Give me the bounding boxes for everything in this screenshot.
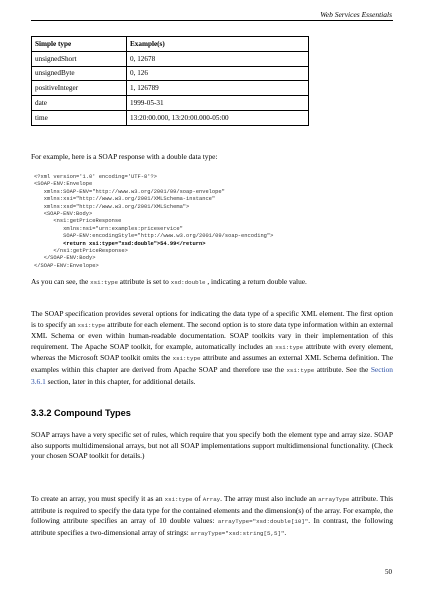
inline-code: xsi:type xyxy=(90,279,118,286)
text-span: attribute and assumes an external XML Schema definition. The examples within this chapter are derived from Apache SOAP and therefore use the xyxy=(31,353,393,374)
paragraph-xsi-type xyxy=(31,277,393,289)
table-cell: time xyxy=(32,110,127,125)
table-cell: date xyxy=(32,96,127,111)
paragraph-soap-arrays: SOAP arrays have a very specific set of rules, which require that you specify both the element type and array size. SOAP also supports multidimensional arrays, but not all SOAP implementations support multidimensional functionality. (Check your chosen SOAP toolkit for details.) xyxy=(31,430,393,461)
code-line: <ns1:getPriceResponse xyxy=(34,218,122,225)
table-cell: 1999-05-31 xyxy=(127,96,309,111)
text-span: of xyxy=(192,494,203,503)
table-row xyxy=(32,66,309,81)
code-line: SOAP-ENV:encodingStyle="http://www.w3.org/2001/09/soap-encoding"> xyxy=(34,233,274,240)
inline-code: arrayType xyxy=(318,496,350,503)
paragraph-soap-specification xyxy=(31,309,393,387)
text-span: attribute. This attribute is required to specify the data type for the contained elements and the dimension(s) of the array. For example, the following attribute specifies an array of 10 double values: xyxy=(31,494,393,526)
inline-code: arrayType="xsd:double[10]" xyxy=(217,518,309,526)
table-row xyxy=(32,81,309,96)
code-line: <SOAP-ENV:Body> xyxy=(34,211,93,218)
code-line: xmlns:ns1="urn:examples:priceservice" xyxy=(34,225,183,232)
table-cell: 0, 12678 xyxy=(127,51,309,66)
table-row xyxy=(32,110,309,125)
code-line: <return xsi:type="xsd:double">54.99</return> xyxy=(34,240,206,247)
table-row xyxy=(32,96,309,111)
table-cell: 13:20:00.000, 13:20:00.000-05:00 xyxy=(127,110,309,125)
text-span: attribute. See the xyxy=(314,364,371,374)
inline-code: xsi:type xyxy=(77,321,106,329)
table-cell: unsignedByte xyxy=(32,66,127,81)
table-header-cell: Simple type xyxy=(32,37,127,52)
inline-code: xsi:type xyxy=(286,366,315,374)
text-span: section, later in this chapter, for additional details. xyxy=(45,376,196,386)
running-header: Web Services Essentials xyxy=(320,10,392,19)
text-span: To create an array, you must specify it as an xyxy=(31,494,165,503)
inline-code: xsi:type xyxy=(164,496,193,503)
text-span: As you can see, the xyxy=(31,277,91,286)
code-line: </SOAP-ENV:Envelope> xyxy=(34,262,99,269)
code-line: xmlns:SOAP-ENV="http://www.w3.org/2001/09/soap-envelope" xyxy=(34,188,225,195)
table-row xyxy=(32,51,309,66)
code-line: <SOAP-ENV:Envelope xyxy=(34,181,93,188)
section-heading: 3.3.2 Compound Types xyxy=(31,408,131,418)
inline-code: Array xyxy=(202,496,221,503)
table-cell: positiveInteger xyxy=(32,81,127,96)
simple-types-table xyxy=(31,36,309,126)
table-cell: 1, 126789 xyxy=(127,81,309,96)
inline-code: xsd:double xyxy=(170,279,206,286)
text-span: attribute for each element. The second option is to store data type information within an external XML Schema or even within human-readable documentation. SOAP toolkits vary in their implementation of this requirement. The Apache SOAP toolkit, for example, automatically includes an xyxy=(31,319,393,351)
code-line: xmlns:xsd="http://www.w3.org/2001/XMLSchema"> xyxy=(34,203,190,210)
inline-code: arrayType="xsd:string[5,5]" xyxy=(190,529,285,537)
table-cell: unsignedShort xyxy=(32,51,127,66)
paragraph-create-array xyxy=(31,494,393,539)
inline-code: xsi:type xyxy=(172,355,201,363)
text-span: attribute with every element, whereas the Microsoft SOAP toolkit omits the xyxy=(31,341,394,363)
code-line: <?xml version='1.0' encoding='UTF-8'?> xyxy=(34,174,157,180)
text-span: . xyxy=(284,527,287,537)
table-header-cell: Example(s) xyxy=(127,37,309,52)
text-span: . The array must also include an xyxy=(220,494,319,503)
table-cell: 0, 126 xyxy=(127,66,309,81)
text-span: The SOAP specification provides several options for indicating the data type of a specific XML element. The first option is to specify an xyxy=(31,309,393,329)
text-span: attribute is set to xyxy=(117,277,171,286)
soap-response-code-block xyxy=(34,174,394,270)
code-line: xmlns:xsi="http://www.w3.org/2001/XMLSchema-instance" xyxy=(34,196,216,203)
header-rule xyxy=(31,20,393,21)
inline-code: xsi:type xyxy=(275,343,304,351)
text-span: . In contrast, the following attribute specifies a two-dimensional array of strings: xyxy=(31,516,393,537)
text-span: , indicating a return double value. xyxy=(205,277,307,286)
code-line: </ns1:getPriceResponse> xyxy=(34,248,128,255)
section-link[interactable]: Section 3.6.1 xyxy=(31,364,393,386)
table-header-row xyxy=(32,37,309,52)
page-number: 50 xyxy=(385,568,392,576)
code-line: </SOAP-ENV:Body> xyxy=(34,255,96,262)
intro-paragraph: For example, here is a SOAP response with a double data type: xyxy=(31,152,218,161)
